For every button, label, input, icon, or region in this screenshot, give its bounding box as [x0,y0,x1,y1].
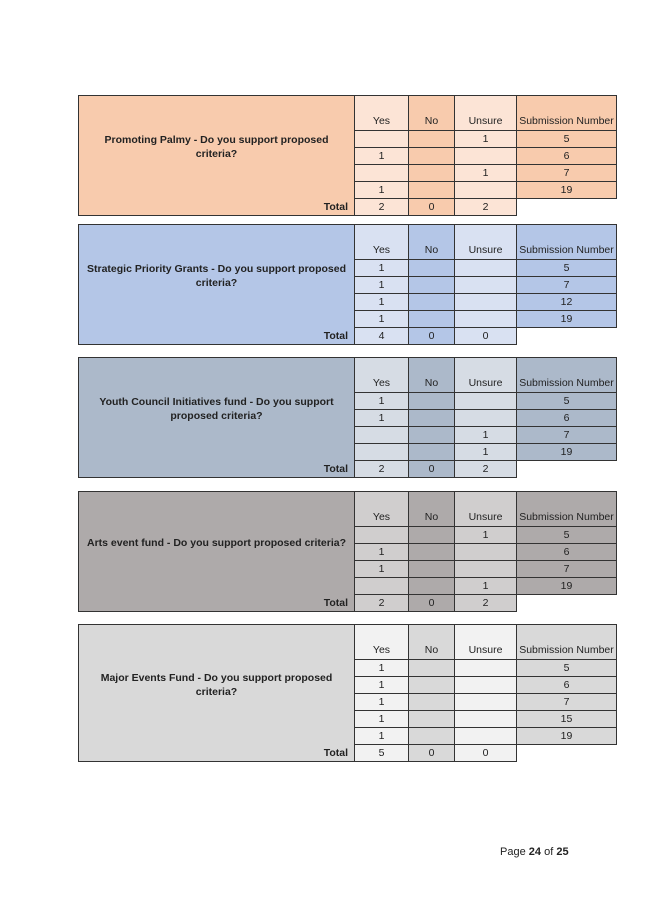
cell-unsure: 1 [455,578,517,595]
empty-cell [517,461,617,478]
cell-unsure [455,277,517,294]
header-unsure: Unsure [455,96,517,131]
cell-submission-number: 19 [517,444,617,461]
total-row [79,328,617,345]
header-submission: Submission Number [517,625,617,660]
total-row [79,745,617,762]
cell-submission-number: 19 [517,578,617,595]
cell-no [409,294,455,311]
cell-no [409,728,455,745]
cell-yes [355,427,409,444]
question-label: Promoting Palmy - Do you support proposed criteria? [79,96,355,199]
cell-yes: 1 [355,277,409,294]
cell-unsure [455,393,517,410]
cell-no [409,260,455,277]
cell-submission-number: 5 [517,527,617,544]
empty-cell [517,328,617,345]
total-no: 0 [409,745,455,762]
cell-unsure [455,561,517,578]
cell-unsure: 1 [455,131,517,148]
cell-submission-number: 5 [517,260,617,277]
cell-yes: 1 [355,393,409,410]
cell-submission-number: 19 [517,728,617,745]
total-no: 0 [409,595,455,612]
cell-no [409,311,455,328]
total-yes: 2 [355,461,409,478]
header-submission: Submission Number [517,358,617,393]
cell-yes: 1 [355,544,409,561]
question-label: Arts event fund - Do you support proposed criteria? [79,492,355,595]
cell-no [409,165,455,182]
cell-submission-number: 6 [517,410,617,427]
header-no: No [409,492,455,527]
cell-yes [355,578,409,595]
cell-yes [355,165,409,182]
cell-no [409,660,455,677]
header-yes: Yes [355,96,409,131]
total-no: 0 [409,328,455,345]
cell-submission-number: 7 [517,165,617,182]
header-submission: Submission Number [517,492,617,527]
survey-table [78,224,617,345]
cell-submission-number: 5 [517,393,617,410]
cell-no [409,148,455,165]
empty-cell [517,199,617,216]
header-yes: Yes [355,625,409,660]
cell-unsure: 1 [455,427,517,444]
total-label: Total [79,745,355,762]
total-row [79,199,617,216]
header-unsure: Unsure [455,358,517,393]
header-unsure: Unsure [455,492,517,527]
cell-yes [355,131,409,148]
header-yes: Yes [355,225,409,260]
cell-submission-number: 6 [517,677,617,694]
cell-yes: 1 [355,182,409,199]
cell-yes [355,444,409,461]
cell-yes: 1 [355,410,409,427]
survey-table [78,491,617,612]
cell-no [409,561,455,578]
page-word: Page [500,846,526,858]
cell-no [409,694,455,711]
cell-submission-number: 7 [517,694,617,711]
question-label: Youth Council Initiatives fund - Do you support proposed criteria? [79,358,355,461]
cell-unsure [455,728,517,745]
header-unsure: Unsure [455,225,517,260]
page-number [500,846,569,858]
of-word: of [544,846,554,858]
header-no: No [409,625,455,660]
total-label: Total [79,199,355,216]
total-yes: 2 [355,595,409,612]
cell-submission-number: 7 [517,277,617,294]
cell-unsure [455,260,517,277]
total-label: Total [79,595,355,612]
cell-unsure: 1 [455,527,517,544]
total-label: Total [79,328,355,345]
cell-unsure [455,711,517,728]
cell-submission-number: 15 [517,711,617,728]
total-row [79,461,617,478]
header-submission: Submission Number [517,225,617,260]
cell-yes: 1 [355,677,409,694]
cell-unsure [455,694,517,711]
cell-submission-number: 12 [517,294,617,311]
total-yes: 5 [355,745,409,762]
cell-submission-number: 19 [517,182,617,199]
cell-submission-number: 6 [517,148,617,165]
cell-submission-number: 5 [517,131,617,148]
cell-unsure [455,677,517,694]
total-unsure: 2 [455,199,517,216]
cell-unsure: 1 [455,444,517,461]
cell-unsure [455,294,517,311]
cell-yes: 1 [355,148,409,165]
survey-table [78,357,617,478]
survey-table [78,95,617,216]
cell-unsure [455,544,517,561]
header-no: No [409,225,455,260]
cell-unsure [455,148,517,165]
cell-unsure [455,660,517,677]
header-submission: Submission Number [517,96,617,131]
cell-submission-number: 19 [517,311,617,328]
empty-cell [517,595,617,612]
header-yes: Yes [355,492,409,527]
cell-yes: 1 [355,694,409,711]
total-unsure: 0 [455,745,517,762]
header-no: No [409,358,455,393]
cell-yes: 1 [355,728,409,745]
cell-yes: 1 [355,660,409,677]
survey-table [78,624,617,762]
page-current: 24 [528,846,542,858]
total-label: Total [79,461,355,478]
total-no: 0 [409,461,455,478]
total-unsure: 2 [455,461,517,478]
cell-submission-number: 7 [517,427,617,444]
header-yes: Yes [355,358,409,393]
total-no: 0 [409,199,455,216]
total-yes: 2 [355,199,409,216]
cell-no [409,410,455,427]
cell-yes: 1 [355,561,409,578]
question-label: Strategic Priority Grants - Do you support proposed criteria? [79,225,355,328]
cell-yes [355,527,409,544]
total-unsure: 0 [455,328,517,345]
cell-unsure [455,311,517,328]
header-unsure: Unsure [455,625,517,660]
cell-unsure: 1 [455,165,517,182]
cell-no [409,277,455,294]
cell-submission-number: 6 [517,544,617,561]
total-row [79,595,617,612]
cell-no [409,427,455,444]
cell-submission-number: 7 [517,561,617,578]
cell-submission-number: 5 [517,660,617,677]
cell-yes: 1 [355,260,409,277]
cell-yes: 1 [355,711,409,728]
cell-no [409,578,455,595]
total-yes: 4 [355,328,409,345]
cell-unsure [455,410,517,427]
cell-no [409,544,455,561]
header-no: No [409,96,455,131]
cell-no [409,527,455,544]
empty-cell [517,745,617,762]
cell-unsure [455,182,517,199]
cell-no [409,393,455,410]
cell-yes: 1 [355,294,409,311]
cell-no [409,444,455,461]
cell-no [409,131,455,148]
cell-no [409,677,455,694]
cell-no [409,711,455,728]
question-label: Major Events Fund - Do you support proposed criteria? [79,625,355,745]
total-unsure: 2 [455,595,517,612]
cell-no [409,182,455,199]
page-total: 25 [556,846,569,858]
cell-yes: 1 [355,311,409,328]
